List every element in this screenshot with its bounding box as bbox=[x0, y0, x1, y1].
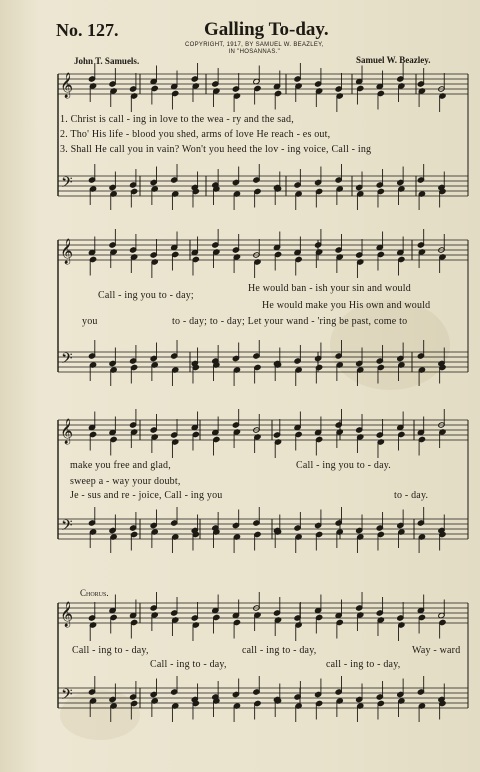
bass-clef-icon: 𝄢 bbox=[61, 174, 73, 195]
bass-clef-icon: 𝄢 bbox=[61, 686, 73, 707]
lyric-line-verse1: Call - ing you to - day; bbox=[98, 290, 194, 301]
lyric-line-chorus-alto: Call - ing to - day, bbox=[150, 659, 227, 670]
lyric-line-verse2: sweep a - way your doubt, bbox=[70, 476, 181, 487]
chorus-label: Chorus. bbox=[80, 588, 109, 598]
lyric-line-verse1: 1. Christ is call - ing in love to the wea - ry and the sad, bbox=[60, 114, 294, 125]
treble-clef-icon: 𝄞 bbox=[60, 602, 74, 627]
lyric-line-verse1: make you free and glad, bbox=[70, 460, 171, 471]
treble-clef-icon: 𝄞 bbox=[60, 419, 74, 444]
treble-clef-icon: 𝄞 bbox=[60, 239, 74, 264]
lyric-line-chorus: Way - ward bbox=[412, 645, 461, 656]
composer-credit: Samuel W. Beazley. bbox=[356, 55, 431, 65]
hymn-title: Galling To-day. bbox=[204, 19, 329, 40]
bass-clef-icon: 𝄢 bbox=[61, 350, 73, 371]
copyright-line: IN "HOSANNAS." bbox=[228, 49, 281, 55]
bass-clef-icon: 𝄢 bbox=[61, 517, 73, 538]
lyric-line-verse3: Je - sus and re - joice, Call - ing you bbox=[70, 490, 223, 501]
hymn-number: No. 127. bbox=[56, 20, 119, 40]
lyric-line-chorus: Call - ing to - day, bbox=[72, 645, 149, 656]
lyricist-credit: John T. Samuels. bbox=[74, 56, 140, 66]
lyric-line-verse1: Call - ing you to - day. bbox=[296, 460, 391, 471]
lyric-line-verse3: to - day. bbox=[394, 490, 429, 501]
lyric-line-verse1: He would ban - ish your sin and would bbox=[248, 283, 411, 294]
lyric-line-verse2: He would make you His own and would bbox=[262, 300, 431, 311]
treble-clef-icon: 𝄞 bbox=[60, 73, 74, 98]
lyric-line-chorus: call - ing to - day, bbox=[242, 645, 317, 656]
lyric-line-verse2: 2. Tho' His life - blood you shed, arms of love He reach - es out, bbox=[60, 129, 331, 140]
copyright-line: COPYRIGHT, 1917, BY SAMUEL W. BEAZLEY, bbox=[185, 42, 324, 48]
lyric-line-verse3: 3. Shall He call you in vain? Won't you heed the lov - ing voice, Call - ing bbox=[60, 144, 372, 155]
lyric-line-verse3: to - day; to - day; Let your wand - 'ring be past, come to bbox=[172, 316, 408, 327]
lyric-line-verse3: you bbox=[82, 316, 98, 327]
lyric-line-chorus-alto: call - ing to - day, bbox=[326, 659, 401, 670]
